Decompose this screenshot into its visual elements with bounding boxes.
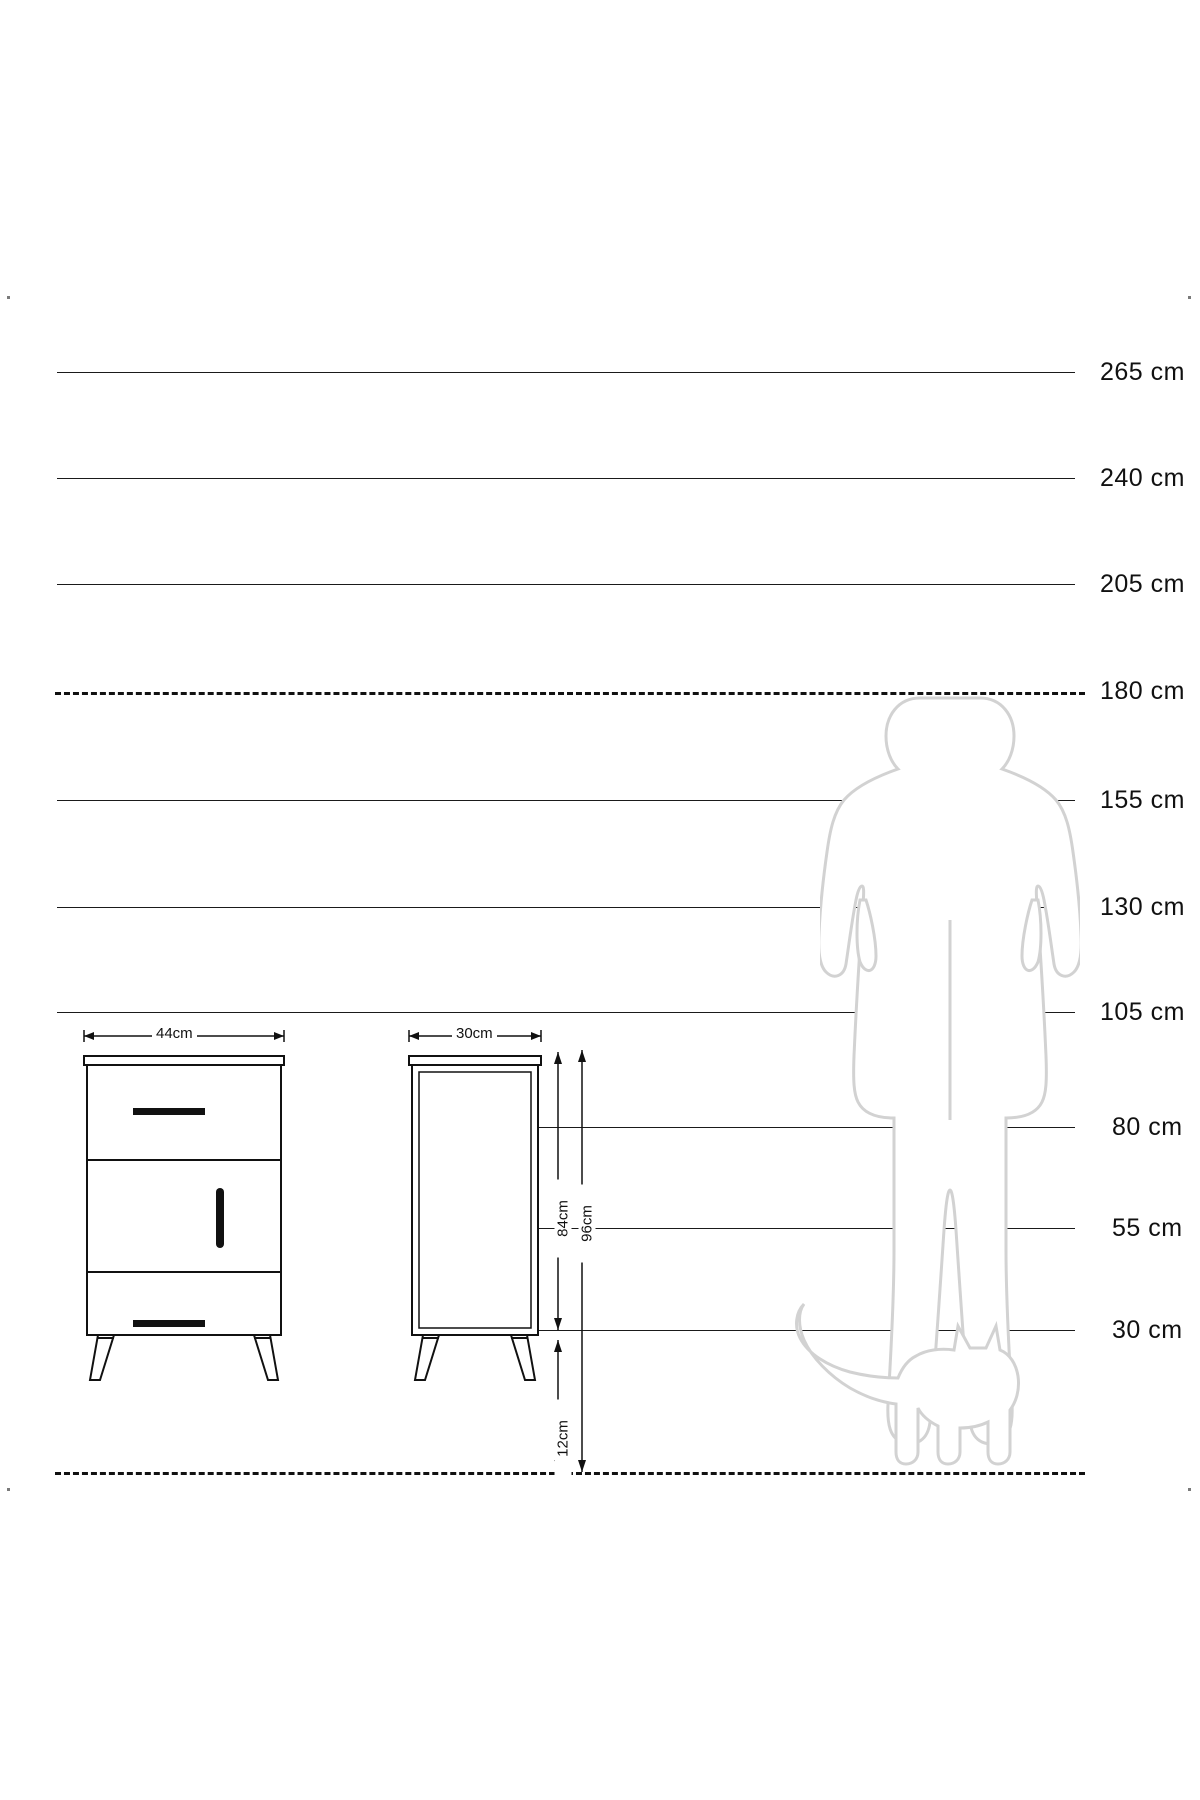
cat-silhouette	[790, 1292, 1040, 1477]
scale-label-55: 55 cm	[1112, 1214, 1183, 1242]
scale-label-105: 105 cm	[1100, 998, 1185, 1026]
scale-label-130: 130 cm	[1100, 893, 1185, 921]
dimension-label-leg-height: 12cm	[555, 1400, 572, 1478]
corner-mark-top-right	[1188, 296, 1191, 299]
corner-mark-bottom-right	[1188, 1488, 1191, 1491]
cabinet-front-view	[70, 1020, 310, 1480]
corner-mark-bottom-left	[7, 1488, 10, 1491]
scale-label-265: 265 cm	[1100, 358, 1185, 386]
dimension-label-body-height: 84cm	[555, 1180, 572, 1258]
dimension-label-front-width: 44cm	[152, 1025, 197, 1042]
dimension-label-side-depth: 30cm	[452, 1025, 497, 1042]
scale-line-265	[57, 372, 1075, 373]
scale-label-155: 155 cm	[1100, 786, 1185, 814]
scale-line-205	[57, 584, 1075, 585]
scale-label-180: 180 cm	[1100, 677, 1185, 705]
scale-line-240	[57, 478, 1075, 479]
corner-mark-top-left	[7, 296, 10, 299]
scale-label-30: 30 cm	[1112, 1316, 1183, 1344]
dimension-label-total-height: 96cm	[579, 1185, 596, 1263]
scale-label-205: 205 cm	[1100, 570, 1185, 598]
scale-label-240: 240 cm	[1100, 464, 1185, 492]
scale-label-80: 80 cm	[1112, 1113, 1183, 1141]
